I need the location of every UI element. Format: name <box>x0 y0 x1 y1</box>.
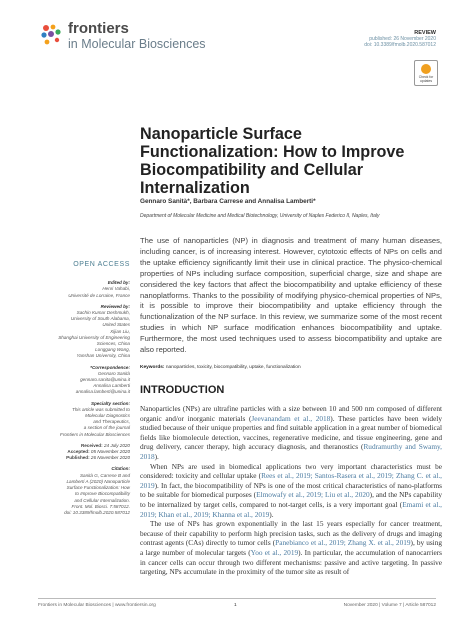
journal-logo <box>38 20 218 56</box>
published-date: published: 26 November 2020 <box>369 36 436 42</box>
open-access-label: OPEN ACCESS <box>73 261 130 268</box>
correspondence-email[interactable]: gennaro.sanita@unina.it <box>80 377 130 383</box>
citation-link[interactable]: Yoo et al., 2019 <box>250 547 299 557</box>
citation-line: Front. Mol. Biosci. 7:587012. <box>71 503 130 509</box>
keywords-label: Keywords: <box>140 365 165 370</box>
reviewer-line[interactable]: Sachin Kumar Deshmukh, <box>76 310 130 316</box>
frontiers-logo-icon <box>38 22 64 48</box>
citation-label: Citation: <box>111 466 130 472</box>
article-authors: Gennaro Sanità*, Barbara Carrese and Annalisa Lamberti* <box>140 198 316 205</box>
specialty-line: Molecular Diagnostics <box>85 413 130 419</box>
citation-doi[interactable]: doi: 10.3389/fmolb.2020.587012 <box>64 509 130 515</box>
reviewer-line: Shanghai University of Engineering <box>58 334 130 340</box>
paragraph: The use of NPs has grown exponentially in the last 15 years especially for cancer treatment, because of their capability to perform high precision tasks, such as the delivery of drugs and imaging contrast agents (CAs) directly to tumor cells (Panebianco et al., 2019; Zhang X. et al., 2019), by using a large number of molecular targets (Yoo et al., 2019). In particular, the accumulation of nanocarriers in cancer cells can occur through two different mechanisms: passive and active targeting. In passive targeting, NPs accumulate in the proximity of the tumor site as result of <box>140 519 443 577</box>
correspondence-label: *Correspondence: <box>90 364 130 370</box>
check-for-updates-button[interactable] <box>414 60 438 86</box>
citation-link[interactable]: Elmowafy et al., 2019; Liu et al., 2020 <box>256 490 370 500</box>
body-text <box>140 404 442 577</box>
page-number: 1 <box>234 603 237 608</box>
specialty-section-label: Specialty section: <box>90 400 130 406</box>
section-heading-introduction: INTRODUCTION <box>140 384 225 396</box>
footer-journal[interactable]: Frontiers in Molecular Biosciences | www.frontiersin.org <box>38 603 156 608</box>
correspondence-email[interactable]: annalisa.lamberti@unina.it <box>75 389 130 395</box>
citation-line: Lamberti A (2020) Nanoparticle <box>66 478 130 484</box>
reviewer-line: Yanshan University, China <box>76 353 130 359</box>
reviewer-line: Sciences, China <box>96 341 130 347</box>
reviewer-line[interactable]: Longgang Wang, <box>95 347 130 353</box>
citation-line: Surface Functionalization: How <box>66 485 130 491</box>
author-affiliation: Department of Molecular Medicine and Medical Biotechnology, University of Naples Federico II, Naples, Italy <box>140 213 380 219</box>
abstract: The use of nanoparticles (NP) in diagnosis and treatment of many human diseases, including cancer, is of increasing interest. However, cytotoxic effects of NPs on cells and the uptake efficiency significantly limit their use in clinical practice. The physico-chemical properties of NPs including surface composition, superficial charge, size and shape are considered the key factors that affect the biocompatibility and uptake efficiency of these nanoplatforms. Thanks to the possibility of modifying physico-chemical properties of NPs, it is possible to improve their biocompatibility and uptake efficiency through the functionalization of the NP surface. In this review, we summarize some of the most recent studies in which NP surface modification enhances biocompatibility and uptake. Furthermore, the most used techniques used to assess biocompatibility and uptake are also reported. <box>140 236 442 355</box>
footer-issue-info: November 2020 | Volume 7 | Article 587012 <box>343 603 436 608</box>
correspondence-line: Gennaro Sanità <box>97 370 130 376</box>
citation-link[interactable]: Panebianco et al., 2019; Zhang X. et al., 2019 <box>275 538 411 548</box>
citation-link[interactable]: Rudramurthy and Swamy, 2018 <box>140 442 442 461</box>
citation-line: to Improve Biocompatibility <box>75 491 130 497</box>
article-title: Nanoparticle Surface Functionalization: How to Improve Biocompatibility and Cellular Internalization <box>140 125 405 197</box>
citation-link[interactable]: Emami et al., 2019; Khan et al., 2019; Khanna et al., 2019 <box>140 499 442 519</box>
published-date-sidebar: Published: 26 November 2020 <box>66 455 130 461</box>
article-type: REVIEW <box>414 30 436 36</box>
footer-divider <box>38 598 436 599</box>
specialty-line: This article was submitted to <box>72 406 130 412</box>
specialty-line: a section of the journal <box>83 425 130 431</box>
accepted-date: Accepted: 05 November 2020 <box>67 449 130 455</box>
citation-line: Sanità G, Carrese B and <box>79 472 130 478</box>
reviewer-line: United States <box>102 322 130 328</box>
article-doi[interactable]: doi: 10.3389/fmolb.2020.587012 <box>364 42 436 48</box>
specialty-line: Frontiers in Molecular Biosciences <box>60 431 130 437</box>
received-date: Received: 24 July 2020 <box>80 442 130 448</box>
reviewer-line: University of South Alabama, <box>70 316 130 322</box>
citation-link[interactable]: Rees et al., 2019; Santos-Rasera et al., 2019; Zhang C. et al., 2019 <box>140 471 442 490</box>
edited-by-label: Edited by: <box>107 280 130 286</box>
editor-affiliation: Université de Lorraine, France <box>68 292 130 298</box>
citation-link[interactable]: Jeevanandam et al., 2018 <box>251 413 331 423</box>
check-updates-label: Check for updates <box>418 75 434 83</box>
citation-line: and Cellular Internalization. <box>74 497 130 503</box>
specialty-line: and Therapeutics, <box>93 419 130 425</box>
paragraph: Nanoparticles (NPs) are ultrafine particles with a size between 10 and 500 nm composed of different organic and/or inorganic materials (Jeevanandam et al., 2018). These particles have been widely studied because of their unique properties and find suitable application in a great number of biomedical fields like biomolecule detection, vaccines, regenerative medicine, and tissue engineering, gene and drug delivery, cancer therapy, high accuracy diagnosis, and theranostics (Rudramurthy and Swamy, 2018). <box>140 404 442 461</box>
article-sidebar <box>38 262 130 516</box>
logo-name: frontiers <box>68 20 129 37</box>
keywords-list: nanoparticles, toxicity, biocompatibility, uptake, functionalization <box>165 365 301 370</box>
article-meta <box>364 30 436 48</box>
reviewer-line[interactable]: Xijian Liu, <box>110 328 130 334</box>
editor-name[interactable]: Henri Vahabi, <box>102 286 130 292</box>
reviewed-by-label: Reviewed by: <box>100 303 130 309</box>
paragraph: When NPs are used in biomedical applications two very important characteristics must be considered: toxicity and cellular uptake (Rees et al., 2019; Santos-Rasera et al., 2019; Zhang C. et al., 2019). In fact, the biocompatibility of NPs is one of the most critical characteristics of nano-platforms to be suitable for biomedical purposes (Elmowafy et al., 2019; Liu et al., 2020), and the NPs capability to be internalized by target cells, compared to not-target cells, is a very important goal (Emami et al., 2019; Khan et al., 2019; Khanna et al., 2019). <box>140 461 442 519</box>
logo-journal-name: in Molecular Biosciences <box>68 37 206 51</box>
keywords <box>140 365 442 370</box>
update-icon <box>421 64 431 74</box>
correspondence-line: Annalisa Lamberti <box>93 383 130 389</box>
